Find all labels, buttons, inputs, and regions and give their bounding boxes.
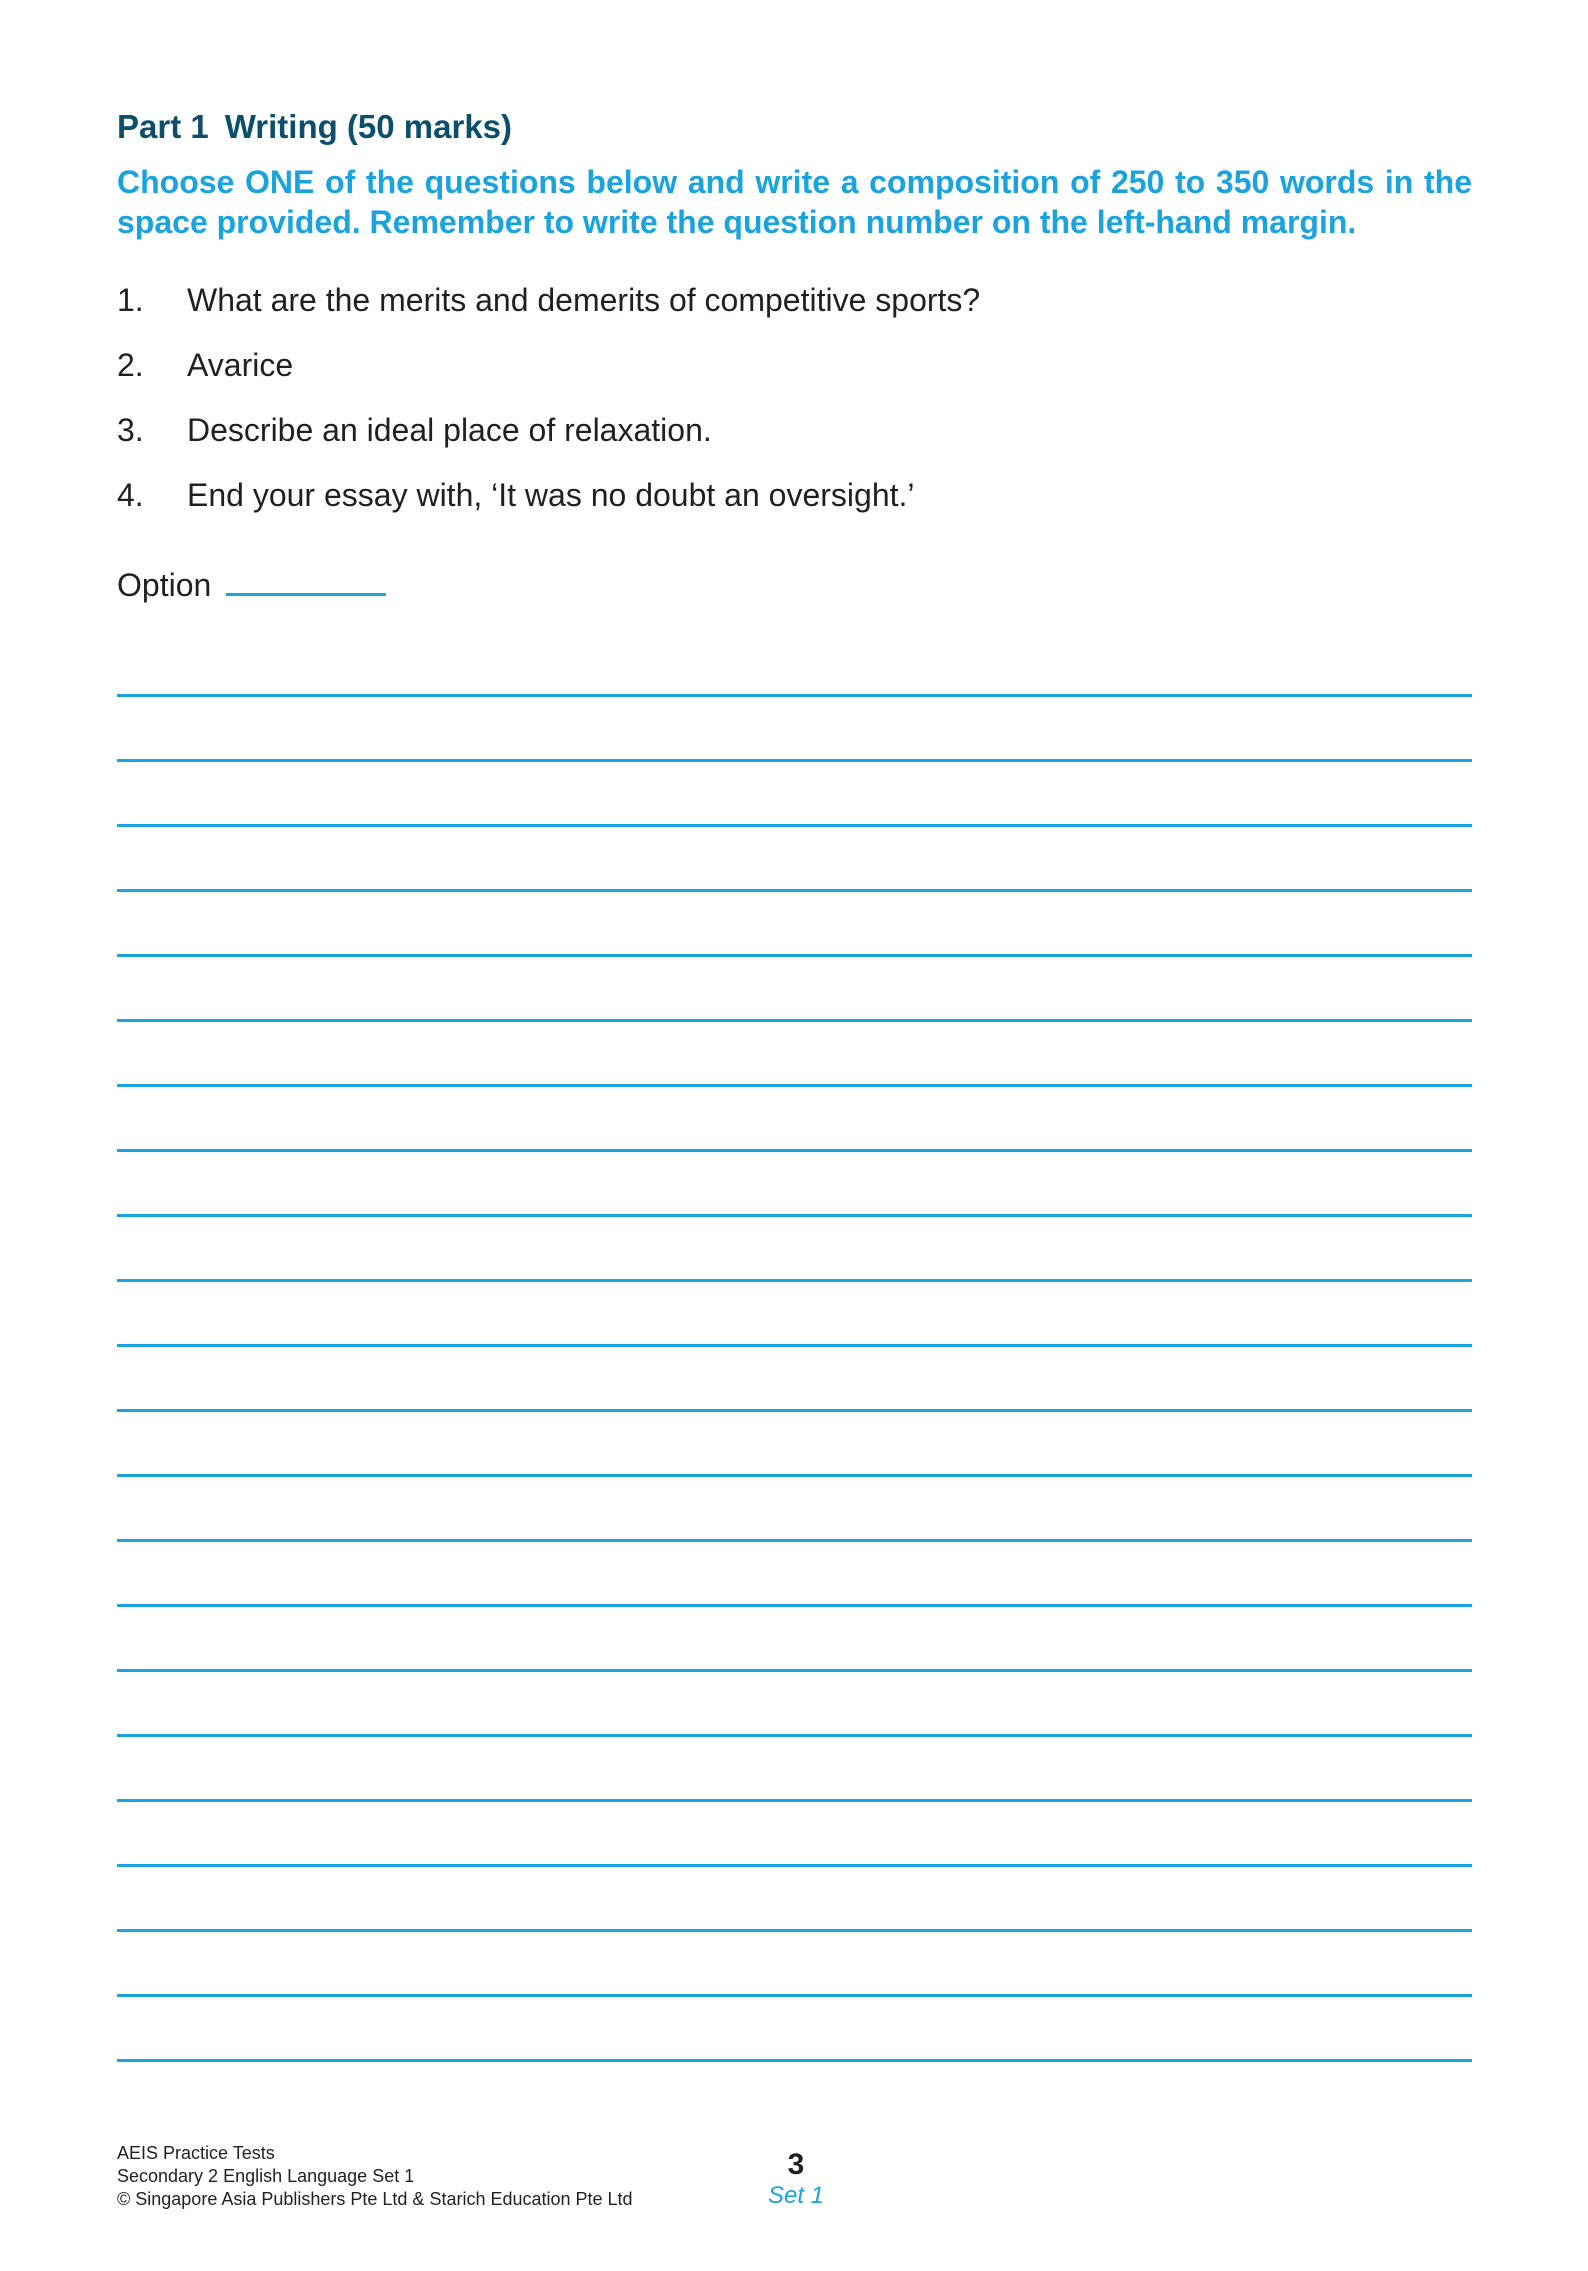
set-label: Set 1 bbox=[767, 2182, 825, 2209]
part-label: Part 1 bbox=[117, 108, 209, 145]
writing-line[interactable] bbox=[117, 1084, 1472, 1087]
question-text: What are the merits and demerits of competitive sports? bbox=[187, 282, 981, 318]
writing-line[interactable] bbox=[117, 1669, 1472, 1672]
question-number: 2. bbox=[117, 347, 144, 383]
writing-line[interactable] bbox=[117, 759, 1472, 762]
footer-copyright: © Singapore Asia Publishers Pte Ltd & Starich Education Pte Ltd bbox=[117, 2189, 633, 2209]
question-number: 4. bbox=[117, 477, 144, 513]
writing-line[interactable] bbox=[117, 1019, 1472, 1022]
writing-line[interactable] bbox=[117, 824, 1472, 827]
writing-line[interactable] bbox=[117, 1409, 1472, 1412]
writing-area[interactable] bbox=[117, 0, 1472, 2271]
question-text: Describe an ideal place of relaxation. bbox=[187, 412, 712, 448]
instruction-text: Choose ONE of the questions below and write a composition of 250 to 350 words in the space provided. Remember to write the question number on the left-hand margin. bbox=[117, 164, 1472, 240]
writing-line[interactable] bbox=[117, 1149, 1472, 1152]
footer-publisher-info bbox=[117, 2142, 633, 2211]
writing-line[interactable] bbox=[117, 1474, 1472, 1477]
writing-line[interactable] bbox=[117, 1214, 1472, 1217]
part-title: Writing (50 marks) bbox=[224, 108, 513, 145]
writing-line[interactable] bbox=[117, 2059, 1472, 2062]
writing-line[interactable] bbox=[117, 1929, 1472, 1932]
writing-line[interactable] bbox=[117, 1604, 1472, 1607]
question-number: 1. bbox=[117, 282, 144, 318]
writing-line[interactable] bbox=[117, 1864, 1472, 1867]
writing-line[interactable] bbox=[117, 1734, 1472, 1737]
question-text: End your essay with, ‘It was no doubt an oversight.’ bbox=[187, 477, 915, 513]
question-number: 3. bbox=[117, 412, 144, 448]
writing-line[interactable] bbox=[117, 954, 1472, 957]
writing-line[interactable] bbox=[117, 694, 1472, 697]
option-label: Option bbox=[117, 567, 212, 603]
writing-line[interactable] bbox=[117, 1279, 1472, 1282]
footer-subject: Secondary 2 English Language Set 1 bbox=[117, 2166, 415, 2186]
writing-line[interactable] bbox=[117, 1799, 1472, 1802]
page-number: 3 bbox=[787, 2148, 805, 2181]
writing-line[interactable] bbox=[117, 1994, 1472, 1997]
writing-line[interactable] bbox=[117, 1539, 1472, 1542]
question-text: Avarice bbox=[187, 347, 294, 383]
footer-series: AEIS Practice Tests bbox=[117, 2143, 275, 2163]
writing-line[interactable] bbox=[117, 1344, 1472, 1347]
writing-line[interactable] bbox=[117, 889, 1472, 892]
